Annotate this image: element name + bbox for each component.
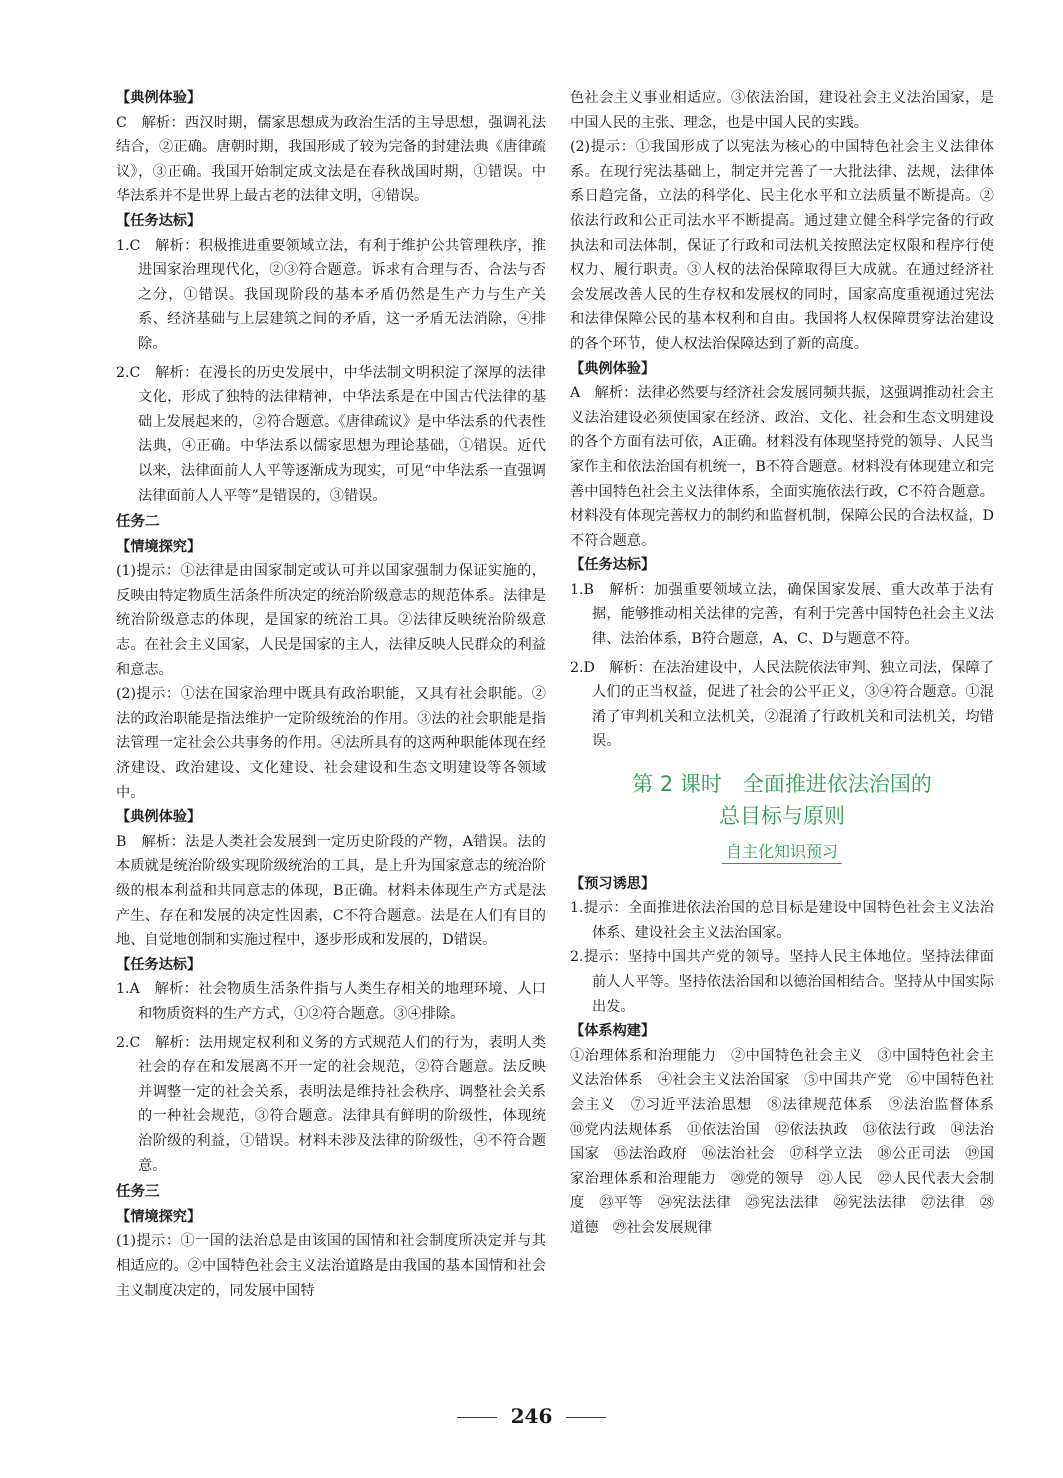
task-heading: 任务二 xyxy=(116,514,160,531)
section-heading: 【预习诱思】 xyxy=(570,875,656,892)
section-heading: 【典例体验】 xyxy=(570,360,656,377)
answer-paragraph: 色社会主义事业相适应。③依法治国，建设社会主义法治国家，是中国人民的主张、理念，也是中国人民的实践。 xyxy=(570,90,994,131)
answer-item: 2.C 解析：法用规定权利和义务的方式规范人们的行为，表明人类社会的存在和发展离不开一定的社会规范，②符合题意。法反映并调整一定的社会关系，表明法是维持社会秩序、调整社会关系的一种社会规范，③符合题意。法律具有鲜明的阶级性，体现统治阶级的利益，①错误。材料未涉及法律的阶级性，④不符合题意。 xyxy=(116,1034,546,1174)
answer-item: 1.A 解析：社会物质生活条件指与人类生存相关的地理环境、人口和物质资料的生产方式，①②符合题意。③④排除。 xyxy=(116,981,546,1022)
answer-paragraph: (2)提示：①我国形成了以宪法为核心的中国特色社会主义法律体系。在现行宪法基础上，制定并完善了一大批法律、法规，法律体系日趋完备，立法的科学化、民主化水平和立法质量不断提高。②依法行政和公正司法水平不断提高。通过建立健全科学完备的行政执法和司法体制，保证了行政和司法机关按照法定权限和程序行使权力、履行职责。③人权的法治保障取得巨大成就。在通过经济社会发展改善人民的生存权和发展权的同时，国家高度重视通过宪法和法律保障公民的基本权利和自由。我国将人权保障贯穿法治建设的各个环节，使人权法治保障达到了新的高度。 xyxy=(570,139,994,352)
section-heading: 【情境探究】 xyxy=(116,1208,202,1225)
lesson-subtitle-text: 自主化知识预习 xyxy=(722,842,842,864)
left-column xyxy=(116,86,546,1303)
answer-item: 2.D 解析：在法治建设中，人民法院依法审判、独立司法，保障了人们的正当权益，促进了社会的公平正义，③④符合题意。①混淆了审判机关和立法机关，②混淆了行政机关和司法机关，均错误。 xyxy=(570,659,994,750)
section-heading: 【典例体验】 xyxy=(116,809,202,826)
section-heading: 【任务达标】 xyxy=(570,557,656,574)
lesson-title-line1: 第 2 课时 全面推进依法治国的 xyxy=(632,772,932,797)
answer-paragraph: C 解析：西汉时期，儒家思想成为政治生活的主导思想，强调礼法结合，②正确。唐朝时期，我国形成了较为完备的封建法典《唐律疏议》，③正确。我国开始制定成文法是在春秋战国时期，①错误。中华法系并不是世界上最古老的法律文明，④错误。 xyxy=(116,114,546,205)
answer-paragraph: (2)提示：①法在国家治理中既具有政治职能，又具有社会职能。②法的政治职能是指法维护一定阶级统治的作用。③法的社会职能是指法管理一定社会公共事务的作用。④法所具有的这两种职能体现在经济建设、政治建设、文化建设、社会建设和生态文明建设等各领域中。 xyxy=(116,686,546,801)
lesson-title-line2: 总目标与原则 xyxy=(719,804,845,829)
answer-paragraph: A 解析：法律必然要与经济社会发展同频共振，这强调推动社会主义法治建设必须使国家在经济、政治、文化、社会和生态文明建设的各个方面有法可依，A正确。材料没有体现坚持党的领导、人民当家作主和依法治国有机统一，B不符合题意。材料没有体现建立和完善中国特色社会主义法律体系，全面实施依法行政，C不符合题意。材料没有体现完善权力的制约和监督机制，保障公民的合法权益，D不符合题意。 xyxy=(570,385,994,549)
section-heading: 【情境探究】 xyxy=(116,538,202,555)
answer-item: 1.C 解析：积极推进重要领域立法，有利于维护公共管理秩序，推进国家治理现代化，②③符合题意。诉求有合理与否、合法与否之分，①错误。我国现阶段的基本矛盾仍然是生产力与生产关系、经济基础与上层建筑之间的矛盾，这一矛盾无法消除，④排除。 xyxy=(116,237,546,352)
answer-paragraph: (1)提示：①法律是由国家制定或认可并以国家强制力保证实施的，反映由特定物质生活条件所决定的统治阶级意志的规范体系。法律是统治阶级意志的体现，是国家的统治工具。②法律反映统治阶级意志。在社会主义国家，人民是国家的主人，法律反映人民群众的利益和意志。 xyxy=(116,563,546,678)
system-map-list: ①治理体系和治理能力 ②中国特色社会主义 ③中国特色社会主义法治体系 ④社会主义法治国家 ⑤中国共产党 ⑥中国特色社会主义 ⑦习近平法治思想 ⑧法律规范体系 ⑨法治监督体系 ⑩党内法规体系 ⑪依法治国 ⑫依法执政 ⑬依法行政 ⑭法治国家 ⑮法治政府 ⑯法治社会 ⑰科学立法 ⑱公正司法 ⑲国家治理体系和治理能力 ⑳党的领导 ㉑人民 ㉒人民代表大会制度 ㉓平等 ㉔宪法法律 ㉕宪法法律 ㉖宪法法律 ㉗法律 ㉘道德 ㉙社会发展规律 xyxy=(570,1047,1009,1236)
section-heading: 【任务达标】 xyxy=(116,212,202,229)
page-number-dash-right xyxy=(566,1417,606,1418)
page-number xyxy=(0,1404,1063,1428)
lesson-subtitle xyxy=(570,840,994,866)
answer-paragraph: (1)提示：①一国的法治总是由该国的国情和社会制度所决定并与其相适应的。②中国特色社会主义法治道路是由我国的基本国情和社会主义制度决定的，同发展中国特 xyxy=(116,1233,546,1299)
answer-item: 2.提示：坚持中国共产党的领导。坚持人民主体地位。坚持法律面前人人平等。坚持依法治国和以德治国相结合。坚持从中国实际出发。 xyxy=(570,949,994,1015)
right-column xyxy=(570,86,1009,1241)
section-heading: 【体系构建】 xyxy=(570,1023,656,1040)
page-number-text: 246 xyxy=(510,1404,553,1428)
lesson-title xyxy=(570,768,994,832)
section-heading: 【典例体验】 xyxy=(116,90,202,106)
task-heading: 任务三 xyxy=(116,1184,160,1201)
answer-item: 1.提示：全面推进依法治国的总目标是建设中国特色社会主义法治体系、建设社会主义法治国家。 xyxy=(570,900,994,941)
answer-item: 2.C 解析：在漫长的历史发展中，中华法制文明积淀了深厚的法律文化，形成了独特的法律精神，中华法系是在中国古代法律的基础上发展起来的，②符合题意。《唐律疏议》是中华法系的代表性法典，④正确。中华法系以儒家思想为理论基础，①错误。近代以来，法律面前人人平等逐渐成为现实，可见“中华法系一直强调法律面前人人平等”是错误的，③错误。 xyxy=(116,364,546,504)
answer-item: 1.B 解析：加强重要领域立法，确保国家发展、重大改革于法有据，能够推动相关法律的完善，有利于完善中国特色社会主义法律、法治体系，B符合题意，A、C、D与题意不符。 xyxy=(570,581,994,648)
section-heading: 【任务达标】 xyxy=(116,956,202,973)
answer-paragraph: B 解析：法是人类社会发展到一定历史阶段的产物，A错误。法的本质就是统治阶级实现阶级统治的工具，是上升为国家意志的统治阶级的根本利益和共同意志的体现，B正确。材料未体现生产方式是法产生、存在和发展的决定性因素，C不符合题意。法是在人们有目的地、自觉地创制和实施过程中，逐步形成和发展的，D错误。 xyxy=(116,833,546,949)
page-number-dash-left xyxy=(457,1417,497,1418)
